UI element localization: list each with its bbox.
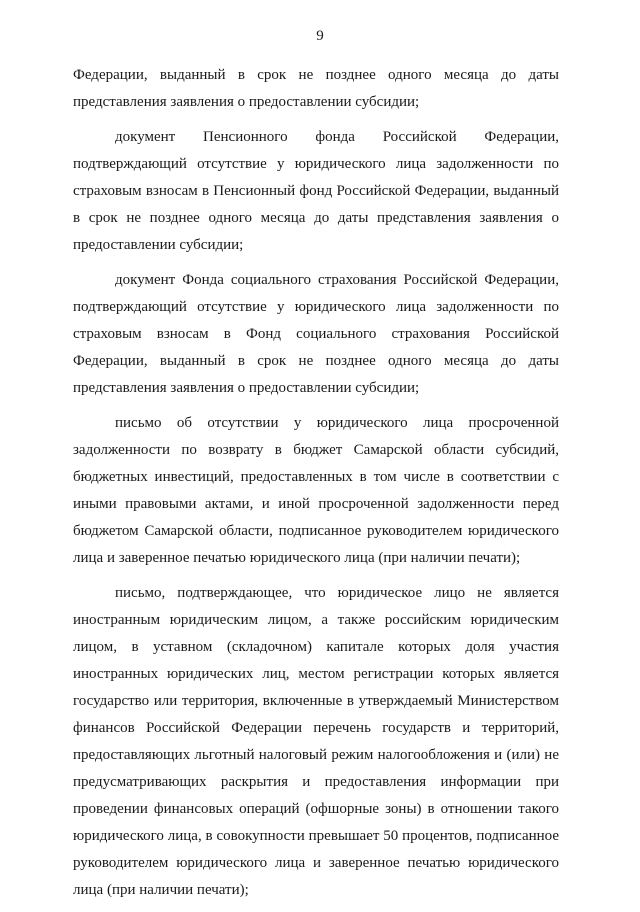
page-number: 9	[316, 28, 324, 44]
paragraph-continuation: Федерации, выданный в срок не позднее одного месяца до даты представления заявления о предоставлении субсидии;	[73, 67, 559, 110]
paragraph-social-insurance-document: документ Фонда социального страхования Российской Федерации, подтверждающий отсутствие у юридического лица задолженности по страховым взносам в Фонд социального страхования Российской Федерации, выданный в срок не позднее одного месяца до даты представления заявления о предоставлении субсидии;	[73, 272, 559, 396]
paragraph-no-overdue-debt-letter: письмо об отсутствии у юридического лица просроченной задолженности по возврату в бюджет Самарской области субсидий, бюджетных инвестиций, предоставленных в том числе в соответствии с иными правовыми актами, и иной просроченной задолженности перед бюджетом Самарской области, подписанное руководителем юридического лица и заверенное печатью юридического лица (при наличии печати);	[73, 415, 559, 566]
paragraph-pension-fund-document: документ Пенсионного фонда Российской Федерации, подтверждающий отсутствие у юридического лица задолженности по страховым взносам в Пенсионный фонд Российской Федерации, выданный в срок не позднее одного месяца до даты представления заявления о предоставлении субсидии;	[73, 129, 559, 253]
document-body	[73, 62, 559, 912]
paragraph-not-foreign-entity-letter: письмо, подтверждающее, что юридическое лицо не является иностранным юридическим лицом, а также российским юридическим лицом, в уставном (складочном) капитале которых доля участия иностранных юридических лиц, местом регистрации которых является государство или территория, включенные в утверждаемый Министерством финансов Российской Федерации перечень государств и территорий, предоставляющих льготный налоговый режим налогообложения и (или) не предусматривающих раскрытия и предоставления информации при проведении финансовых операций (офшорные зоны) в отношении такого юридического лица, в совокупности превышает 50 процентов, подписанное руководителем юридического лица и заверенное печатью юридического лица (при наличии печати);	[73, 585, 559, 898]
